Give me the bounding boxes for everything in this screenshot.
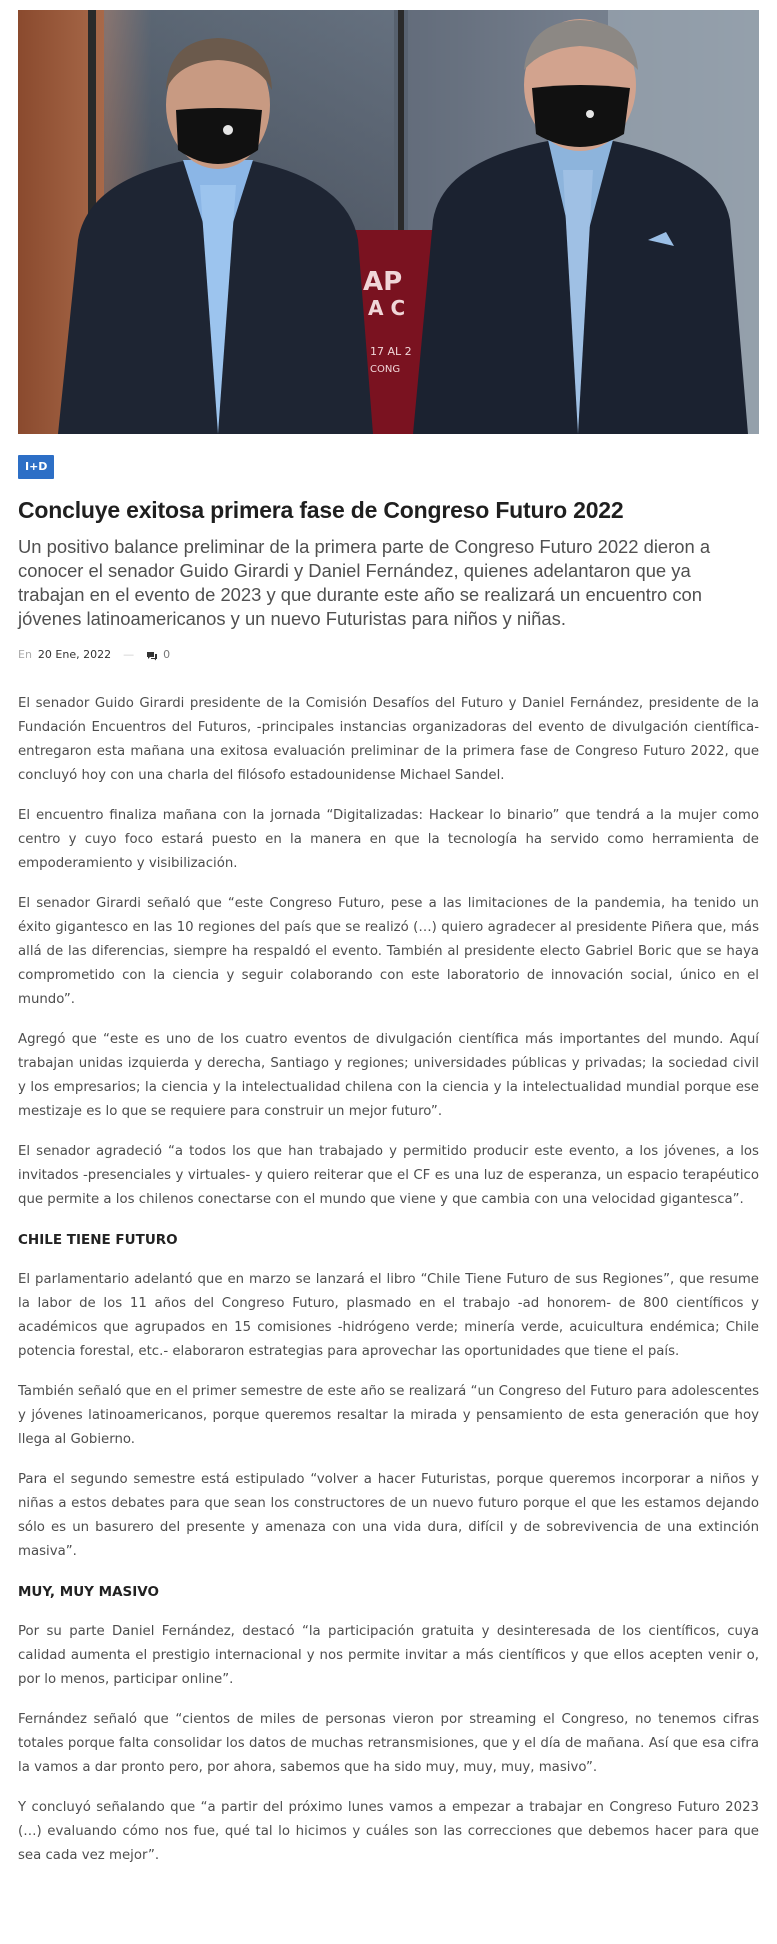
article-meta [18,647,170,663]
article-paragraph: El parlamentario adelantó que en marzo se lanzará el libro “Chile Tiene Futuro de sus Regiones”, que resume la labor de los 11 años del Congreso Futuro, plasmado en el trabajo -ad honorem- de 800 científicos y académicos que agrupados en 15 comisiones -hidrógeno verde; minería verde, acuicultura endémica; Chile potencia forestal, etc.- elaboraron estrategias para aprovechar las oportunidades que tiene el país. [18,1272,759,1359]
article-paragraph: Y concluyó señalando que “a partir del próximo lunes vamos a empezar a trabajar en Congreso Futuro 2023 (…) evaluando cómo nos fue, qué tal lo hicimos y cuáles son las correcciones que debemos hacer para que sea cada vez mejor”. [18,1800,759,1863]
article-paragraph: Para el segundo semestre está estipulado “volver a hacer Futuristas, porque queremos incorporar a niños y niñas a estos debates para que sean los constructores de un nuevo futuro porque el que les estamos dejando sólo es un basurero del presente y amenaza con una vida dura, difícil y de sobrevivencia de una extinción masiva”. [18,1472,759,1559]
poster-text-3: 17 AL 2 [370,345,412,358]
featured-photo-illustration [18,10,759,434]
featured-photo [18,10,759,434]
publish-date[interactable]: 20 Ene, 2022 [37,648,112,661]
poster-text-2: A C [368,296,406,320]
comment-count[interactable]: 0 [163,648,171,661]
article-paragraph: También señaló que en el primer semestre de este año se realizará “un Congreso del Futuro para adolescentes y jóvenes latinoamericanos, porque queremos resaltar la mirada y pensamiento de esta generación que hoy llega al Gobierno. [18,1384,759,1447]
article-subtitle: Un positivo balance preliminar de la primera parte de Congreso Futuro 2022 dieron a conocer el senador Guido Girardi y Daniel Fernández, quienes adelantaron que ya trabajan en el evento de 2023 y que durante este año se realizará un encuentro con jóvenes latinoamericanos y un nuevo Futuristas para niños y niñas. [18,536,711,629]
article-paragraph: Fernández señaló que “cientos de miles de personas vieron por streaming el Congreso, no tenemos cifras totales porque falta consolidar los datos de muchas retransmisiones, que y el día de mañana. Así que esa cifra la vamos a dar pronto pero, por ahora, sabemos que ha sido muy, muy, muy, masivo”. [18,1712,759,1775]
meta-prefix: En [18,648,32,661]
article-title: Concluye exitosa primera fase de Congreso Futuro 2022 [18,497,624,523]
poster-text-1: AP [363,267,403,297]
comments-icon[interactable] [146,650,158,660]
category-badge[interactable]: I+D [18,455,54,479]
article-paragraph: El senador Guido Girardi presidente de la Comisión Desafíos del Futuro y Daniel Fernández, presidente de la Fundación Encuentros del Futuros, -principales instancias organizadoras del evento de divulgación científica- entregaron esta mañana una exitosa evaluación preliminar de la primera fase de Congreso Futuro 2022, que concluyó hoy con una charla del filósofo estadounidense Michael Sandel. [18,696,759,783]
article-paragraph: Agregó que “este es uno de los cuatro eventos de divulgación científica más importantes del mundo. Aquí trabajan unidas izquierda y derecha, Santiago y regiones; universidades públicas y privadas; la sociedad civil y los empresarios; la ciencia y la intelectualidad chilena con la ciencia y la intelectualidad mundial porque ese mestizaje es lo que se requiere para construir un mejor futuro”. [18,1032,759,1119]
article-paragraph: El senador agradeció “a todos los que han trabajado y permitido producir este evento, a los jóvenes, a los invitados -presenciales y virtuales- y quiero reiterar que el CF es una luz de esperanza, un espacio terapéutico que permite a los chilenos conectarse con el mundo que viene y que cambia con una velocidad gigantesca”. [18,1144,759,1207]
article-body [18,692,759,1884]
section-heading: CHILE TIENE FUTURO [18,1232,178,1248]
article-paragraph: El senador Girardi señaló que “este Congreso Futuro, pese a las limitaciones de la pandemia, ha tenido un éxito gigantesco en las 10 regiones del país que se realizó (…) quiero agradecer al presidente Piñera que, más allá de las diferencias, siempre ha respaldó el evento. También al presidente electo Gabriel Boric que se haya comprometido con la ciencia y seguir colaborando con este laboratorio de innovación social, único en el mundo”. [18,896,759,1007]
article-paragraph: Por su parte Daniel Fernández, destacó “la participación gratuita y desinteresada de los científicos, cuya calidad aumenta el prestigio internacional y nos permite invitar a más científicos y que ellos acepten venir o, por lo menos, participar online”. [18,1624,759,1687]
section-heading: MUY, MUY MASIVO [18,1584,159,1600]
meta-separator: — [123,648,135,661]
article-paragraph: El encuentro finaliza mañana con la jornada “Digitalizadas: Hackear lo binario” que tendrá a la mujer como centro y cuyo foco estará puesto en la manera en que la tecnología ha servido como herramienta de empoderamiento y visibilización. [18,808,759,871]
poster-text-4: CONG [370,364,401,375]
